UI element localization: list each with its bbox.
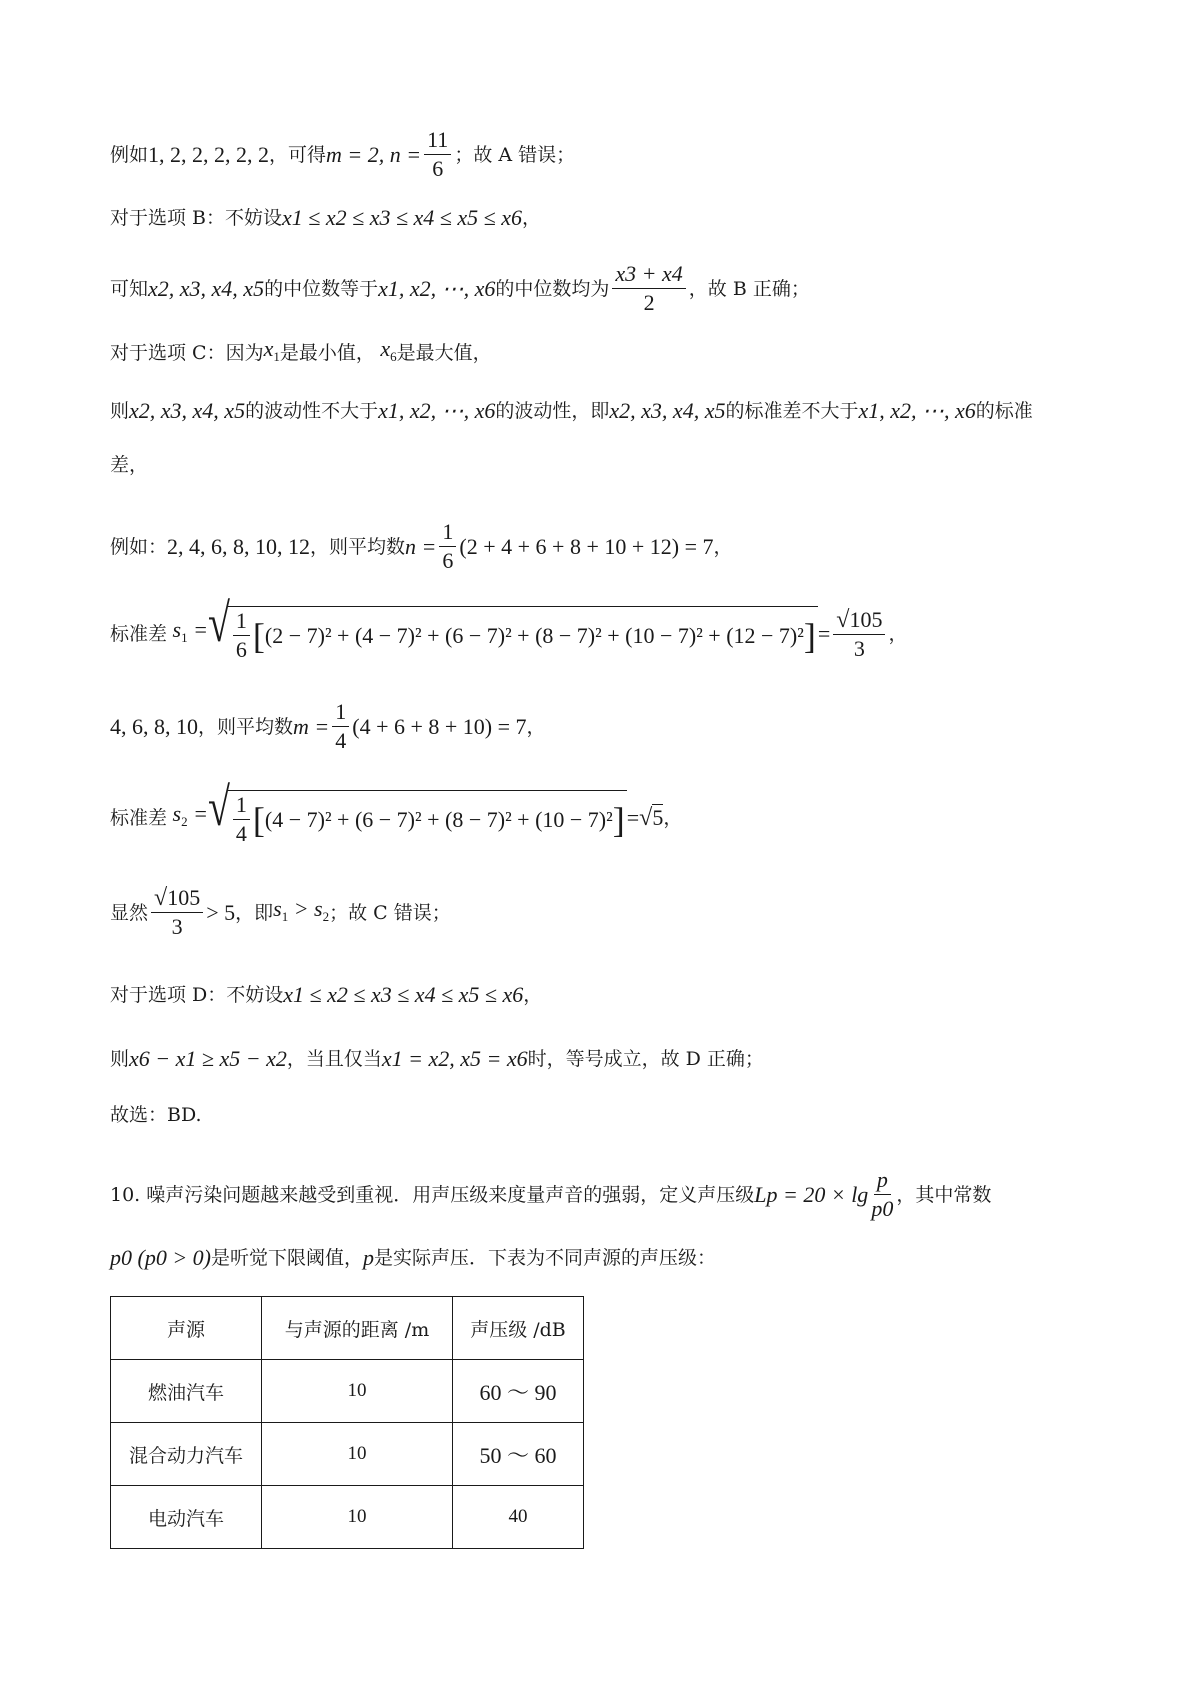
math-p: p — [363, 1245, 375, 1270]
line-option-b — [110, 205, 541, 231]
math-set-all: x1, x2, ⋯, x6 — [378, 398, 496, 423]
text: ，故 B 正确； — [688, 277, 810, 300]
line-std-s1 — [110, 592, 908, 662]
text: ；故 A 错误； — [454, 143, 576, 166]
text: ， — [713, 535, 733, 558]
table-header-row — [111, 1297, 584, 1360]
table-header: 声源 — [111, 1297, 262, 1360]
math-s2: $s_2$ = — [167, 801, 208, 829]
math-mn: m = 2, n = — [326, 141, 422, 167]
math-set-inner: x2, x3, x4, x5 — [609, 398, 726, 423]
fraction: $\frac{1}{6}$ — [439, 520, 456, 573]
text: ，则平均数 — [198, 715, 294, 738]
math-seq: 4, 6, 8, 10 — [110, 713, 198, 739]
line-volatility — [110, 398, 1033, 424]
line-option-c — [110, 336, 492, 370]
table-header: 与声源的距离 /m — [262, 1297, 453, 1360]
text: 标准差 — [110, 807, 168, 829]
math-ineq: x6 − x1 ≥ x5 − x2 — [129, 1046, 287, 1071]
text: ，可得 — [269, 143, 327, 166]
text: ，即 — [235, 901, 274, 924]
line-question-10 — [110, 1168, 991, 1221]
text: 的标准 — [975, 400, 1033, 422]
text: 例如： — [110, 535, 168, 558]
text: ， — [888, 623, 908, 645]
line-example-mean-n — [110, 520, 733, 573]
text: 差， — [110, 454, 149, 476]
answer-text: 故选：BD. — [110, 1104, 202, 1126]
text: 的标准差不大于 — [725, 400, 859, 422]
line-std-s2 — [110, 776, 683, 846]
math-gt: > 5 — [206, 899, 236, 925]
text: 显然 — [110, 901, 149, 924]
text: 对于选项 D：不妨设 — [110, 984, 284, 1006]
math-n: n = — [405, 533, 437, 559]
math-x6: $x_6$ — [374, 336, 397, 364]
text: 是实际声压．下表为不同声源的声压级： — [374, 1247, 717, 1269]
math-m: m = — [293, 713, 330, 739]
line-continuation — [110, 452, 148, 478]
table-cell: 燃油汽车 — [111, 1360, 262, 1423]
text: 则 — [110, 400, 130, 422]
math-formula: Lp = 20 × lg — [754, 1181, 869, 1207]
fraction: $\frac{1}{4}$ — [233, 793, 250, 846]
text: ， — [526, 715, 546, 738]
text: 对于选项 C：因为 — [110, 342, 264, 364]
text: 的中位数均为 — [495, 277, 610, 300]
table-header: 声压级 /dB — [453, 1297, 584, 1360]
text: = — [817, 621, 831, 646]
math-s1: $s_1$ = — [167, 617, 208, 645]
math-cond: x1 = x2, x5 = x6 — [381, 1046, 528, 1071]
math-expr: (2 − 7)² + (4 − 7)² + (6 − 7)² + (8 − 7)² + (10 − 7)² + (12 − 7)² — [264, 622, 804, 648]
sqrt-expression: √ $\frac{1}{4}$ [ (4 − 7)² + (6 − 7)² + (8 − 7)² + (10 − 7)² ] — [207, 776, 625, 846]
fraction: $\frac{√105}{3}$ — [151, 886, 203, 939]
math-set-inner: x2, x3, x4, x5 — [129, 398, 246, 423]
math-set-all: x1, x2, ⋯, x6 — [858, 398, 976, 423]
line-example-mean-m — [110, 700, 546, 753]
table-cell: 混合动力汽车 — [111, 1423, 262, 1486]
math-x1: $x_1$ — [263, 336, 280, 364]
table-row — [111, 1360, 584, 1423]
text: 的中位数等于 — [264, 277, 379, 300]
math-set-all: x1, x2, ⋯, x6 — [378, 275, 496, 301]
line-question-10-cont — [110, 1245, 716, 1271]
text: 标准差 — [110, 623, 168, 645]
table-cell: 10 — [262, 1360, 453, 1423]
sound-level-table — [110, 1296, 584, 1549]
text: ，其中常数 — [896, 1183, 992, 1206]
sqrt-expression: √ $\frac{1}{6}$ [ (2 − 7)² + (4 − 7)² + (6 − 7)² + (8 − 7)² + (10 − 7)² + (12 − 7)² ] — [207, 592, 816, 662]
table-cell: 10 — [262, 1423, 453, 1486]
text: 则 — [110, 1048, 130, 1070]
text: ， — [521, 207, 541, 229]
fraction: $\frac{p}{p0}$ — [871, 1167, 894, 1221]
table-row — [111, 1486, 584, 1549]
text: 例如 — [110, 143, 149, 166]
table-cell: 40 — [453, 1486, 584, 1549]
table-row — [111, 1423, 584, 1486]
line-conclusion-c — [110, 886, 451, 939]
text: ，当且仅当 — [286, 1048, 382, 1070]
math-formula: p0 (p0 > 0) — [110, 1245, 211, 1270]
table-cell: 60 ～ 90 — [453, 1360, 584, 1423]
text: 是最大值， — [396, 342, 492, 364]
math-expr: (4 + 6 + 8 + 10) = 7 — [352, 713, 527, 739]
fraction: $\frac{√105}{3}$ — [833, 608, 885, 661]
table-cell: 10 — [262, 1486, 453, 1549]
text: ， — [663, 807, 683, 829]
line-answer — [110, 1102, 202, 1128]
fraction: $\frac{1}{4}$ — [332, 700, 349, 753]
line-d-correct — [110, 1046, 764, 1072]
math-seq: 1, 2, 2, 2, 2, 2 — [148, 141, 270, 167]
fraction: $\frac{11}{6}$ — [424, 128, 451, 181]
line-median — [110, 262, 810, 315]
table-cell: 50 ～ 60 — [453, 1423, 584, 1486]
text: 是听觉下限阈值， — [211, 1247, 364, 1269]
text: ；故 C 错误； — [329, 901, 451, 924]
question-text: 10. 噪声污染问题越来越受到重视．用声压级来度量声音的强弱，定义声压级 — [110, 1183, 755, 1206]
text: = — [626, 805, 640, 830]
math-seq: 2, 4, 6, 8, 10, 12 — [167, 533, 311, 559]
text: 可知 — [110, 277, 149, 300]
text: 是最小值， — [279, 342, 375, 364]
text: 的波动性不大于 — [245, 400, 379, 422]
math-ordering: x1 ≤ x2 ≤ x3 ≤ x4 ≤ x5 ≤ x6 — [283, 982, 524, 1007]
math-s-ineq: $s_1 > s_2$ — [273, 895, 330, 924]
text: ， — [523, 984, 543, 1006]
line-option-d — [110, 982, 542, 1008]
text: 的波动性，即 — [495, 400, 610, 422]
math-sqrt5: √5 — [639, 805, 664, 831]
math-ordering: x1 ≤ x2 ≤ x3 ≤ x4 ≤ x5 ≤ x6 — [282, 205, 522, 230]
math-expr: (4 − 7)² + (6 − 7)² + (8 − 7)² + (10 − 7)² — [264, 806, 613, 832]
text: ，则平均数 — [310, 535, 406, 558]
math-set-inner: x2, x3, x4, x5 — [148, 275, 265, 301]
text: 时，等号成立，故 D 正确； — [527, 1048, 764, 1070]
math-expr: (2 + 4 + 6 + 8 + 10 + 12) = 7 — [459, 533, 714, 559]
fraction: $\frac{1}{6}$ — [233, 609, 250, 662]
fraction: $\frac{x3 + x4}{2}$ — [612, 262, 685, 315]
text: 对于选项 B：不妨设 — [110, 207, 283, 229]
table-cell: 电动汽车 — [111, 1486, 262, 1549]
line-example-a — [110, 128, 575, 181]
